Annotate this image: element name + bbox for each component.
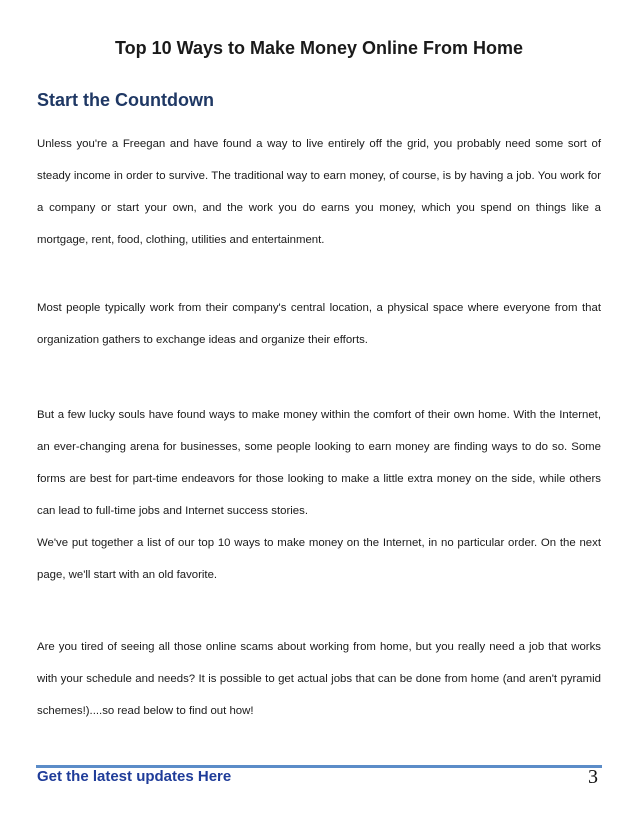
paragraph: Most people typically work from their company's central location, a physical space where everyone from that organization gathers to exchange ideas and organize their efforts.: [37, 302, 601, 346]
section-heading: Start the Countdown: [37, 90, 214, 110]
paragraph: Are you tired of seeing all those online scams about working from home, but you really need a job that works with your schedule and needs? It is possible to get actual jobs that can be done from home (and aren't pyramid schemes!)....so read below to find out how!: [37, 641, 601, 717]
paragraph: But a few lucky souls have found ways to make money within the comfort of their own home. With the Internet, an ever-changing arena for businesses, some people looking to earn money are finding ways to do so. Some forms are best for part-time endeavors for those looking to make a little extra money on the side, while others can lead to full-time jobs and Internet success stories.: [37, 409, 601, 517]
document-title: Top 10 Ways to Make Money Online From Home: [114, 38, 524, 58]
paragraph: Unless you're a Freegan and have found a way to live entirely off the grid, you probably need some sort of steady income in order to survive. The traditional way to earn money, of course, is by having a job. You work for a company or start your own, and the work you do earns you money, which you spend on things like a mortgage, rent, food, clothing, utilities and entertainment.: [37, 138, 601, 246]
footer-updates-link[interactable]: Get the latest updates Here: [37, 768, 232, 785]
paragraph: We've put together a list of our top 10 ways to make money on the Internet, in no particular order. On the next page, we'll start with an old favorite.: [37, 537, 601, 581]
page-number: 3: [588, 766, 598, 788]
